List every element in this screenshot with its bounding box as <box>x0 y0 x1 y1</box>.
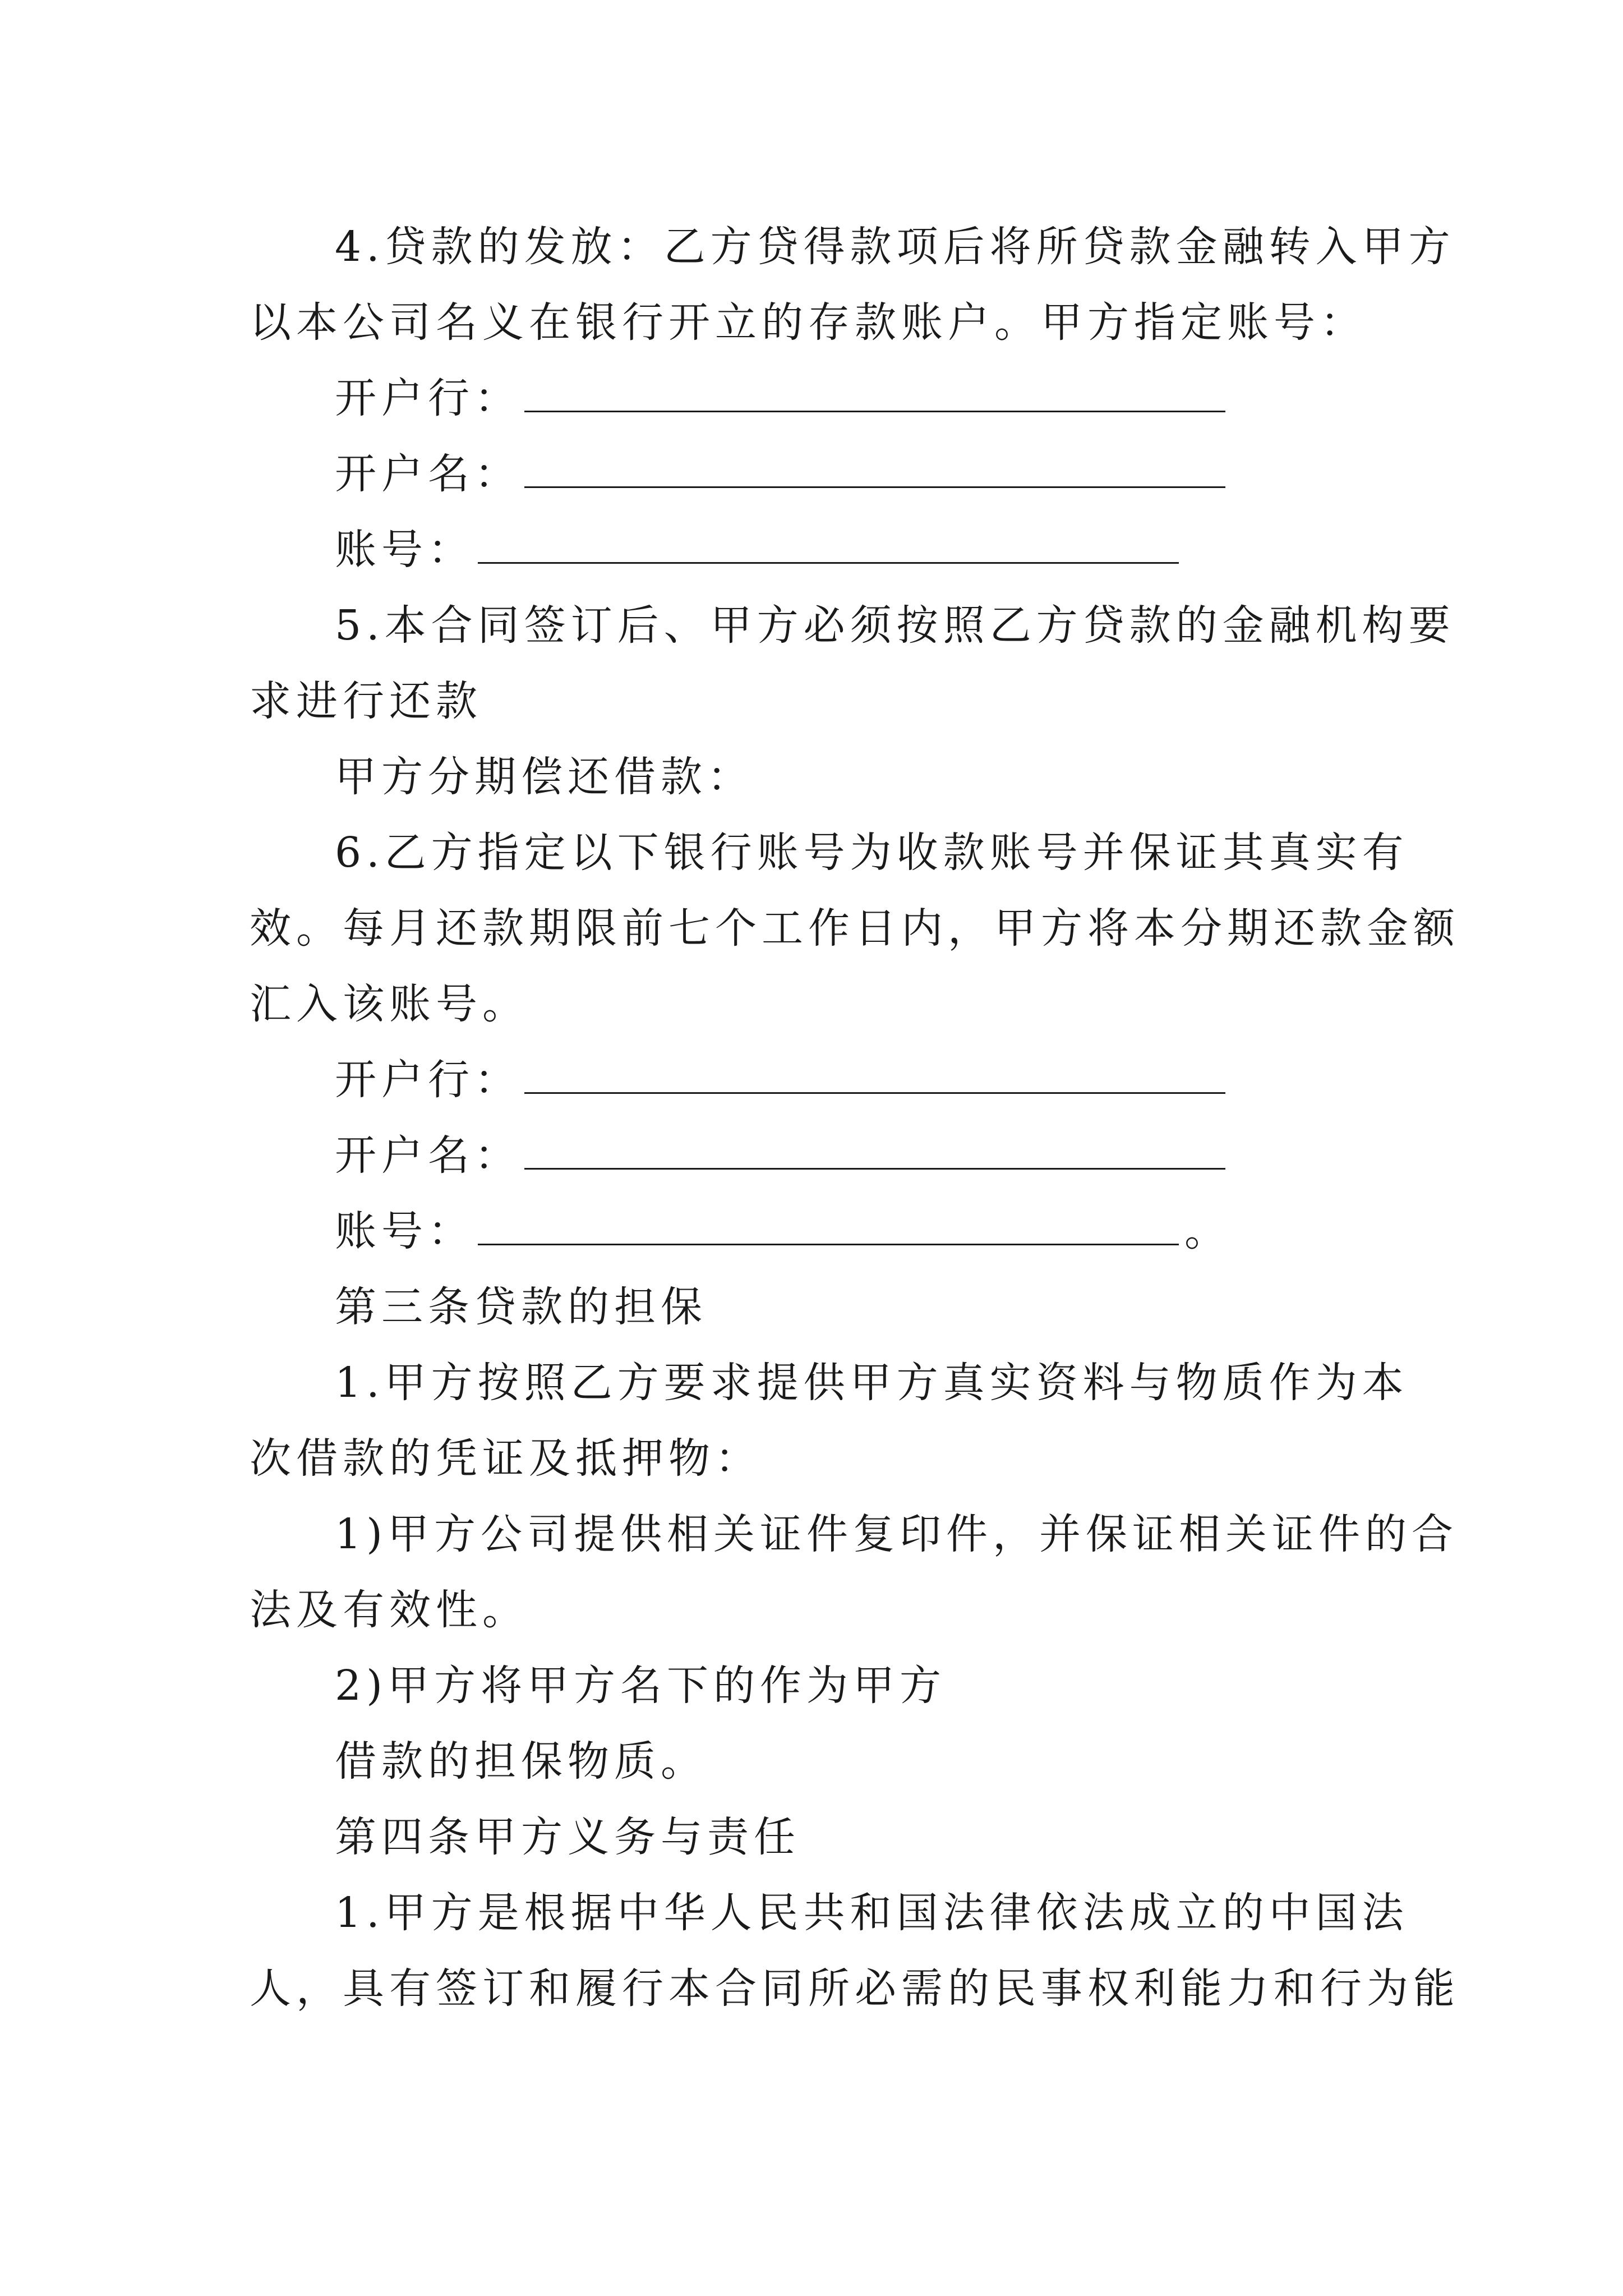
paragraph-line: 1.甲方是根据中华人民共和国法律依法成立的中国法 <box>335 1889 1409 1937</box>
fill-in-blank[interactable] <box>524 435 1225 488</box>
section-heading: 第四条甲方义务与责任 <box>335 1813 800 1861</box>
paragraph-line: 以本公司名义在银行开立的存款账户。甲方指定账号： <box>250 298 1367 347</box>
paragraph-line: 1)甲方公司提供相关证件复印件，并保证相关证件的合 <box>335 1510 1458 1558</box>
paragraph-line: 5.本合同签订后、甲方必须按照乙方贷款的金融机构要 <box>335 601 1455 650</box>
paragraph-line: 借款的担保物质。 <box>335 1737 707 1786</box>
fill-in-blank[interactable] <box>524 359 1225 412</box>
paragraph-line: 甲方分期偿还借款： <box>335 753 754 801</box>
period-mark: 。 <box>1184 1207 1231 1255</box>
account-name-field-row <box>335 1116 1225 1195</box>
account-name-field-row <box>335 435 1225 513</box>
section-heading: 第三条贷款的担保 <box>335 1283 707 1331</box>
fill-in-blank[interactable] <box>524 1116 1225 1170</box>
paragraph-line: 汇入该账号。 <box>250 980 529 1028</box>
field-label: 开户名： <box>335 450 521 498</box>
paragraph-line: 次借款的凭证及抵押物： <box>250 1434 762 1483</box>
paragraph-line: 人，具有签订和履行本合同所必需的民事权利能力和行为能 <box>250 1964 1460 2013</box>
fill-in-blank[interactable] <box>478 510 1179 564</box>
field-label: 账号： <box>335 526 474 574</box>
paragraph-line: 法及有效性。 <box>250 1586 529 1634</box>
paragraph-line: 求进行还款 <box>250 677 482 725</box>
field-label: 开户行： <box>335 1056 521 1104</box>
account-number-field-row <box>335 510 1179 589</box>
account-number-field-row <box>335 1192 1231 1271</box>
paragraph-line: 4.贷款的发放：乙方贷得款项后将所贷款金融转入甲方 <box>335 223 1455 271</box>
fill-in-blank[interactable] <box>524 1041 1225 1094</box>
paragraph-line: 效。每月还款期限前七个工作日内，甲方将本分期还款金额 <box>250 904 1460 953</box>
fill-in-blank[interactable] <box>478 1192 1179 1245</box>
field-label: 开户行： <box>335 374 521 422</box>
bank-field-row <box>335 1041 1225 1119</box>
bank-field-row <box>335 359 1225 438</box>
field-label: 账号： <box>335 1207 474 1255</box>
field-label: 开户名： <box>335 1131 521 1180</box>
paragraph-line: 2)甲方将甲方名下的作为甲方 <box>335 1662 946 1710</box>
paragraph-line: 1.甲方按照乙方要求提供甲方真实资料与物质作为本 <box>335 1359 1409 1407</box>
paragraph-line: 6.乙方指定以下银行账号为收款账号并保证其真实有 <box>335 829 1409 877</box>
